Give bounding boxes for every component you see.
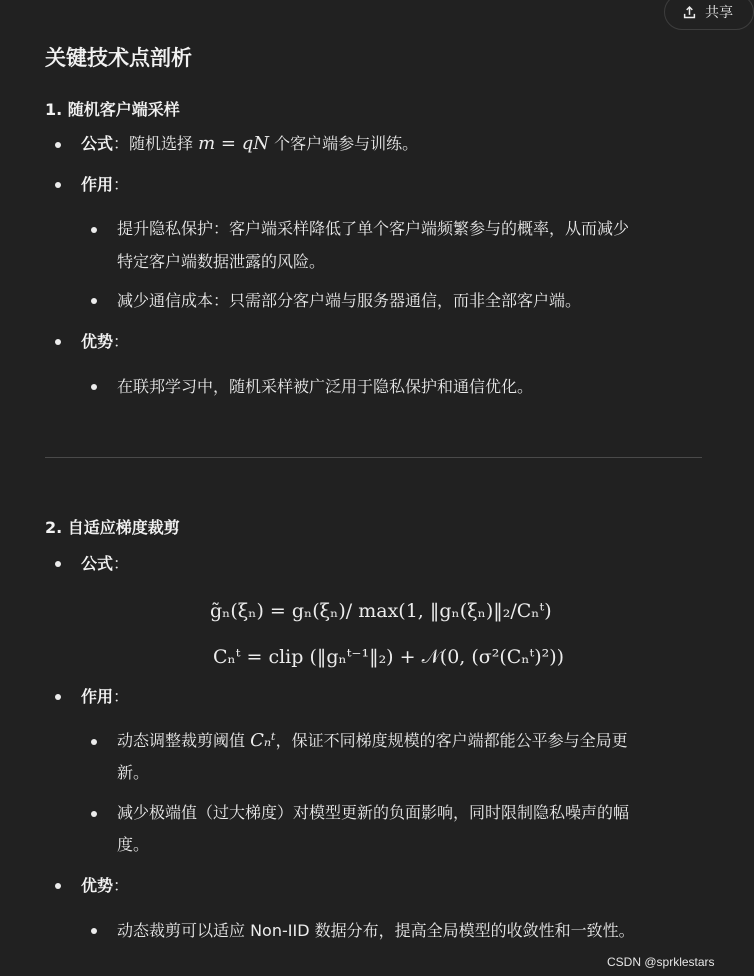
section2-title: 2. 自适应梯度裁剪 (45, 518, 180, 537)
section1-title: 1. 随机客户端采样 (45, 100, 180, 119)
equation-clip-threshold: Cₙᵗ = clip (‖gₙᵗ⁻¹‖₂) + 𝒩(0, (σ²(Cₙᵗ)²)) (213, 646, 565, 668)
section1-advantage-line (81, 332, 129, 352)
section2-effect-2-line2: 度。 (117, 835, 150, 854)
effect-label: 作用 (81, 687, 114, 706)
section1-effect-line (81, 175, 129, 195)
formula-prefix: ：随机选择 (113, 134, 199, 153)
divider (45, 457, 702, 458)
bullet-dot (91, 811, 97, 817)
colon: ： (113, 687, 130, 706)
colon: ： (113, 876, 130, 895)
section2-effect-1-line2: 新。 (117, 763, 150, 782)
section1-effect-1-line1: 提升隐私保护：客户端采样降低了单个客户端频繁参与的概率，从而减少 (117, 219, 630, 238)
colon: ： (113, 332, 130, 351)
effect-text-b: ，保证不同梯度规模的客户端都能公平参与全局更 (275, 731, 628, 750)
section2-advantage-1: 动态裁剪可以适应 Non-IID 数据分布，提高全局模型的收敛性和一致性。 (117, 921, 635, 940)
formula-label: 公式 (81, 134, 114, 153)
equation-clipped-gradient: g̃ₙ(ξₙ) = gₙ(ξₙ)/ max(1, ‖gₙ(ξₙ)‖₂/Cₙᵗ) (210, 600, 552, 622)
effect-text-a: 动态调整裁剪阈值 (117, 731, 251, 750)
formula-suffix: 个客户端参与训练。 (268, 134, 419, 153)
bullet-dot (91, 227, 97, 233)
section2-effect-2-line1: 减少极端值（过大梯度）对模型更新的负面影响，同时限制隐私噪声的幅 (117, 803, 630, 822)
section2-effect-1-line1 (117, 731, 628, 751)
share-label: 共享 (705, 5, 733, 21)
section2-advantage-line (81, 876, 129, 896)
bullet-dot (55, 694, 61, 700)
section1-effect-2: 减少通信成本：只需部分客户端与服务器通信，而非全部客户端。 (117, 291, 582, 310)
bullet-dot (55, 561, 61, 567)
bullet-dot (55, 182, 61, 188)
bullet-dot (55, 339, 61, 345)
advantage-label: 优势 (81, 332, 114, 351)
bullet-dot (91, 739, 97, 745)
bullet-dot (91, 928, 97, 934)
share-button[interactable] (664, 0, 754, 30)
bullet-dot (55, 883, 61, 889)
threshold-math: Cₙᵗ (250, 730, 276, 751)
share-icon (682, 5, 697, 20)
effect-label: 作用 (81, 175, 114, 194)
bullet-dot (91, 384, 97, 390)
section2-effect-line (81, 687, 129, 707)
section-heading: 关键技术点剖析 (45, 46, 192, 70)
bullet-dot (55, 142, 61, 148)
section2-formula-line (81, 554, 129, 574)
section1-formula-line (81, 134, 418, 154)
watermark: CSDN @sprklestars (607, 955, 715, 969)
advantage-label: 优势 (81, 876, 114, 895)
colon: ： (113, 554, 130, 573)
section1-advantage-1: 在联邦学习中，随机采样被广泛用于隐私保护和通信优化。 (117, 377, 534, 396)
formula-math: m = qN (198, 133, 269, 154)
bullet-dot (91, 298, 97, 304)
colon: ： (113, 175, 130, 194)
section1-effect-1-line2: 特定客户端数据泄露的风险。 (117, 252, 326, 271)
formula-label: 公式 (81, 554, 114, 573)
